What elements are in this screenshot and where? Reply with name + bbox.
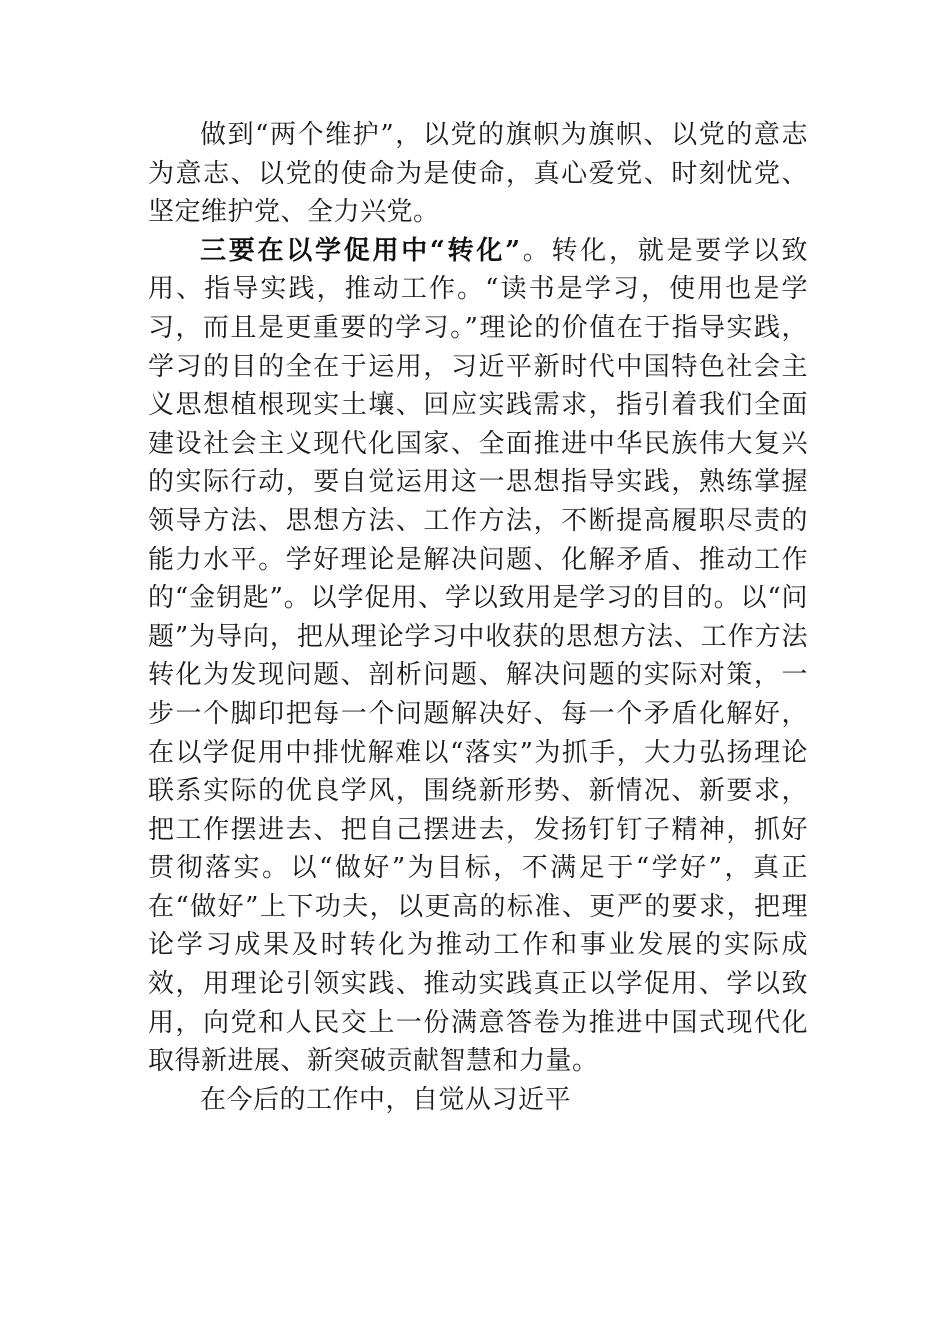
- document-body: [148, 116, 808, 1119]
- paragraph-2-body: 。转化，就是要学以致用、指导实践，推动工作。“读书是学习，使用也是学习，而且是更重要的学习。”理论的价值在于指导实践，学习的目的全在于运用，习近平新时代中国特色社会主义思想植根现实土壤、回应实践需求，指引着我们全面建设社会主义现代化国家、全面推进中华民族伟大复兴的实际行动，要自觉运用这一思想指导实践，熟练掌握领导方法、思想方法、工作方法，不断提高履职尽责的能力水平。学好理论是解决问题、化解矛盾、推动工作的“金钥匙”。以学促用、学以致用是学习的目的。以“问题”为导向，把从理论学习中收获的思想方法、工作方法转化为发现问题、剖析问题、解决问题的实际对策，一步一个脚印把每一个问题解决好、每一个矛盾化解好，在以学促用中排忧解难以“落实”为抓手，大力弘扬理论联系实际的优良学风，围绕新形势、新情况、新要求，把工作摆进去、把自己摆进去，发扬钉钉子精神，抓好贯彻落实。以“做好”为目标，不满足于“学好”，真正在“做好”上下功夫，以更高的标准、更严的要求，把理论学习成果及时转化为推动工作和事业发展的实际成效，用理论引领实践、推动实践真正以学促用、学以致用，向党和人民交上一份满意答卷为推进中国式现代化取得新进展、新突破贡献智慧和力量。: [148, 235, 808, 1077]
- paragraph-3: 在今后的工作中，自觉从习近平: [200, 1084, 572, 1115]
- paragraph-1: 做到“两个维护”，以党的旗帜为旗帜、以党的意志为意志、以党的使命为是使命，真心爱党、时刻忧党、坚定维护党、全力兴党。: [148, 120, 808, 228]
- paragraph-2: [148, 232, 808, 1081]
- section-heading: 三要在以学促用中“转化”: [200, 235, 521, 266]
